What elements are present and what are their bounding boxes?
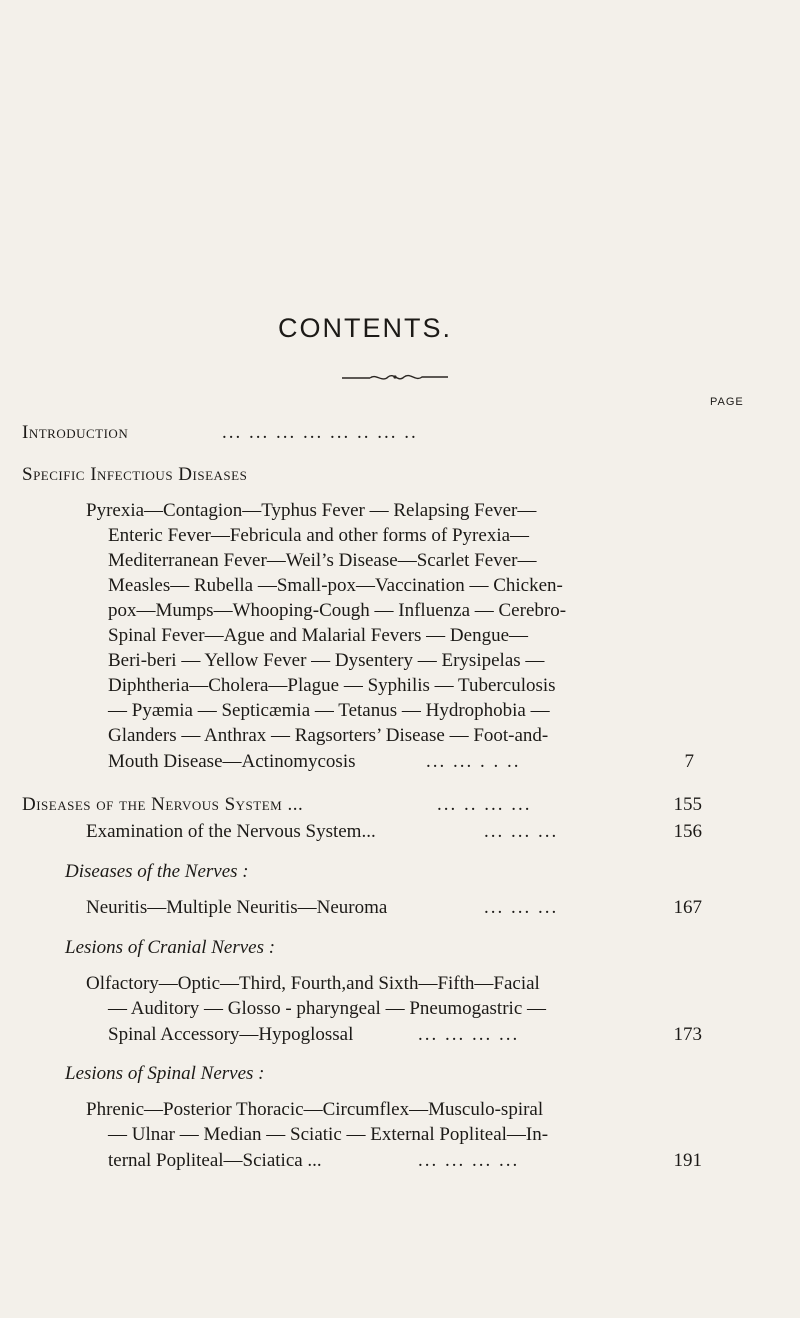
toc-entry-specific[interactable]	[108, 751, 708, 773]
leader-dots: ... ... ...	[484, 821, 559, 842]
page-number: 173	[673, 1024, 702, 1045]
toc-line: Phrenic—Posterior Thoracic—Circumflex—Musculo-spiral	[86, 1099, 544, 1120]
ornament-divider	[340, 371, 450, 383]
toc-line: Diphtheria—Cholera—Plague — Syphilis — Tuberculosis	[108, 675, 556, 696]
toc-line: Spinal Fever—Ague and Malarial Fevers — Dengue—	[108, 625, 529, 646]
toc-entry-title: Mouth Disease—Actinomycosis	[108, 751, 356, 772]
toc-entry-introduction[interactable]	[22, 422, 722, 444]
page-number: 156	[673, 821, 702, 842]
toc-line: Enteric Fever—Febricula and other forms of Pyrexia—	[108, 525, 530, 546]
section-heading-specific: Specific Infectious Diseases	[22, 464, 248, 485]
leader-dots: ... ... . . ..	[426, 751, 521, 772]
page-number: 7	[684, 751, 694, 772]
leader-dots: ... ... ... ... ... .. ... ..	[222, 422, 418, 443]
toc-entry-title: Neuritis—Multiple Neuritis—Neuroma	[86, 897, 388, 918]
toc-line: Measles— Rubella —Small-pox—Vaccination — Chicken-	[108, 575, 563, 596]
leader-dots: ... ... ... ...	[418, 1150, 520, 1171]
leader-dots: ... ... ...	[484, 897, 559, 918]
toc-entry-neuritis[interactable]	[86, 897, 726, 919]
toc-line: — Pyæmia — Septicæmia — Tetanus — Hydrophobia —	[108, 700, 550, 721]
toc-line: Mediterranean Fever—Weil’s Disease—Scarlet Fever—	[108, 550, 537, 571]
subsection-heading-cranial: Lesions of Cranial Nerves :	[65, 937, 276, 958]
toc-line: Pyrexia—Contagion—Typhus Fever — Relapsing Fever—	[86, 500, 537, 521]
toc-entry-nervous-system[interactable]	[22, 794, 722, 816]
subsection-heading-nerves: Diseases of the Nerves :	[65, 861, 249, 882]
toc-entry-examination[interactable]	[86, 821, 726, 843]
leader-dots: ... ... ... ...	[418, 1024, 520, 1045]
toc-entry-spinal[interactable]	[108, 1150, 728, 1172]
toc-line: Glanders — Anthrax — Ragsorters’ Disease — Foot-and-	[108, 725, 549, 746]
page-title: CONTENTS.	[277, 313, 452, 343]
subsection-heading-spinal: Lesions of Spinal Nerves :	[65, 1063, 265, 1084]
page-number: 155	[673, 794, 702, 815]
page-number: 191	[673, 1150, 702, 1171]
page-column-label: PAGE	[710, 396, 744, 408]
toc-entry-title: Introduction	[22, 422, 129, 443]
toc-line: — Ulnar — Median — Sciatic — External Popliteal—In-	[108, 1124, 549, 1145]
toc-entry-title: ternal Popliteal—Sciatica ...	[108, 1150, 322, 1171]
toc-line: Olfactory—Optic—Third, Fourth,and Sixth—Fifth—Facial	[86, 973, 540, 994]
toc-entry-title: Diseases of the Nervous System ...	[22, 794, 304, 815]
toc-entry-title: Examination of the Nervous System...	[86, 821, 376, 842]
page-number: 167	[673, 897, 702, 918]
toc-entry-cranial[interactable]	[108, 1024, 728, 1046]
toc-line: pox—Mumps—Whooping-Cough — Influenza — Cerebro-	[108, 600, 567, 621]
leader-dots: ... .. ... ...	[437, 794, 532, 815]
toc-line: Beri-beri — Yellow Fever — Dysentery — Erysipelas —	[108, 650, 545, 671]
toc-entry-title: Spinal Accessory—Hypoglossal	[108, 1024, 354, 1045]
toc-line: — Auditory — Glosso - pharyngeal — Pneumogastric —	[108, 998, 547, 1019]
